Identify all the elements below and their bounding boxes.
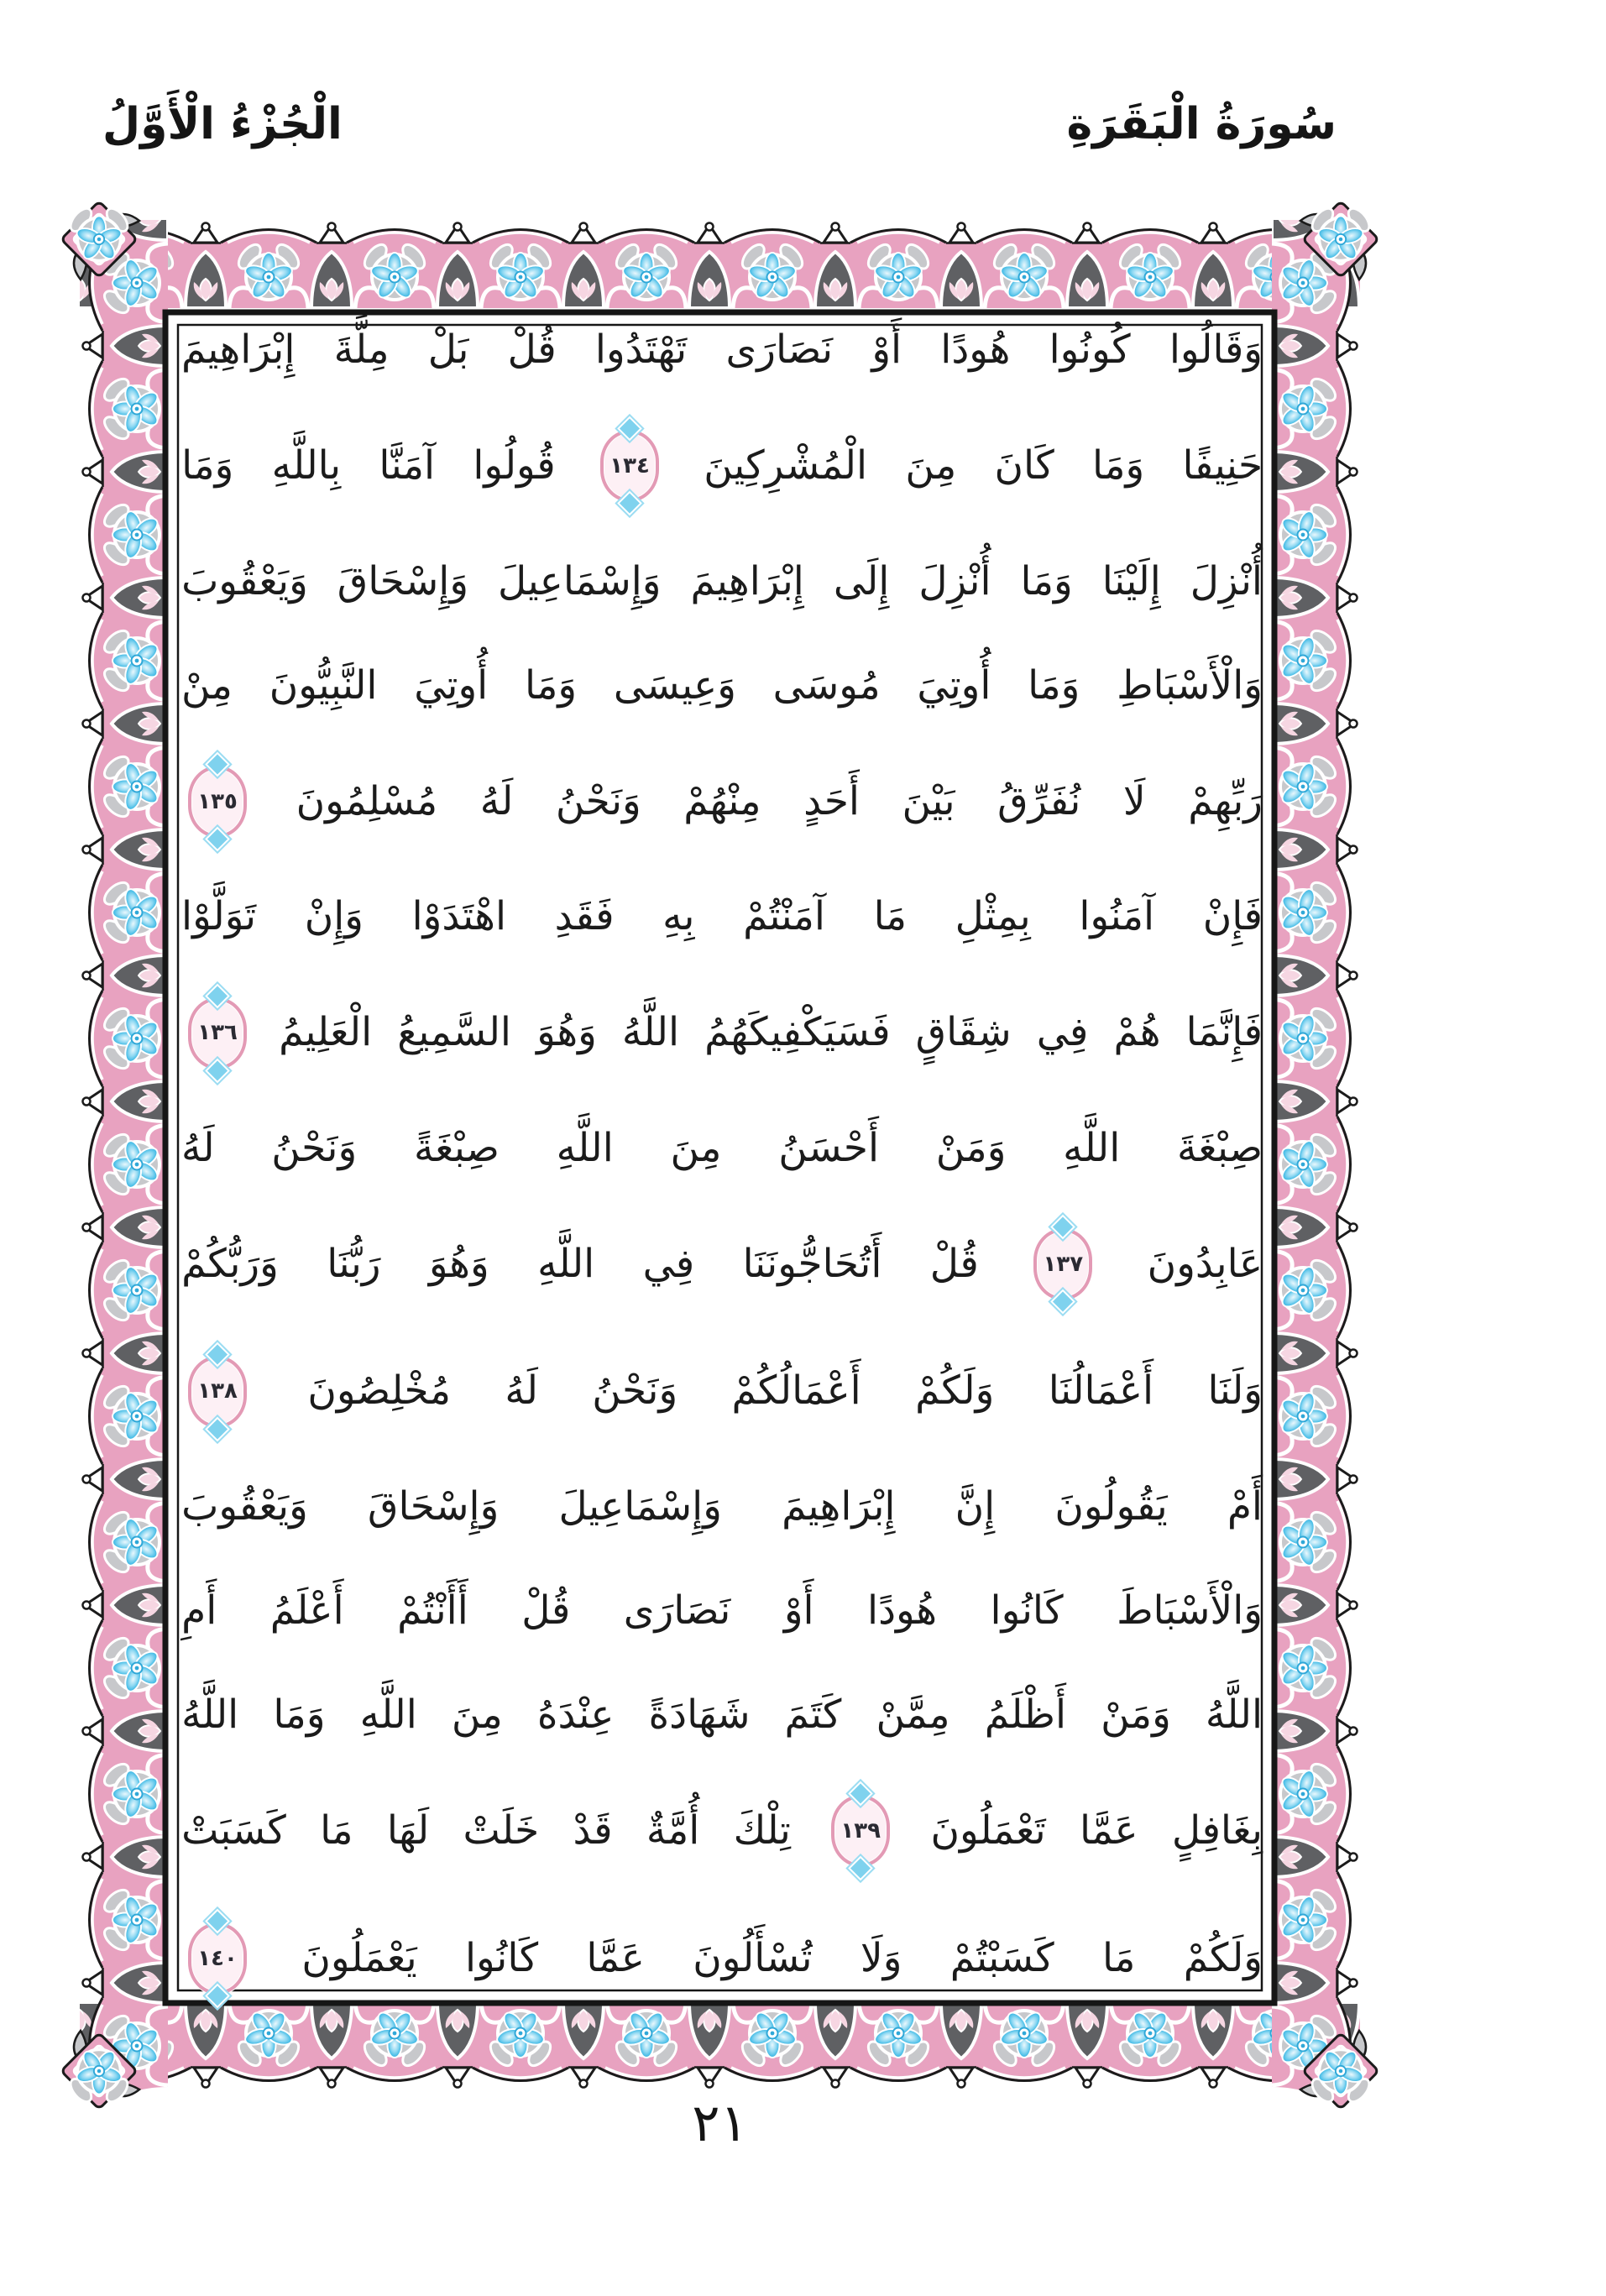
quran-word: حَنِيفًا: [1182, 442, 1263, 489]
quran-word: اللَّهِ: [556, 1124, 614, 1171]
quran-word: بَلْ: [427, 327, 469, 373]
quran-line: [181, 1228, 1263, 1300]
quran-word: وَمَنْ: [1101, 1692, 1171, 1739]
quran-word: وَالْأَسْبَاطَ: [1117, 1587, 1263, 1634]
verse-number-marker: [188, 997, 247, 1070]
quran-word: كَسَبَتْ: [181, 1807, 286, 1854]
quran-word: تَوَلَّوْا: [181, 893, 257, 940]
quran-line: [181, 1795, 1263, 1867]
quran-word: بِمِثْلِ: [955, 893, 1031, 940]
quran-line: [181, 1483, 1263, 1532]
quran-word: رَبِّهِمْ: [1188, 777, 1263, 824]
quran-word: الْعَلِيمُ: [279, 1009, 373, 1056]
quran-word: وَإِسْحَاقَ: [337, 557, 469, 604]
quran-line: [181, 1922, 1263, 1995]
quran-word: تَهْتَدُوا: [594, 327, 688, 373]
surah-title: سُورَةُ الْبَقَرَةِ: [1066, 99, 1337, 149]
verse-number: ١٣٤: [609, 452, 650, 479]
quran-word: وَإِسْمَاعِيلَ: [498, 557, 662, 604]
quran-word: اللَّهِ: [359, 1692, 417, 1739]
quran-line: [181, 1124, 1263, 1174]
quran-word: لَهُ: [505, 1368, 538, 1415]
quran-word: الْمُشْرِكِينَ: [704, 442, 868, 489]
verse-number: ١٣٩: [840, 1818, 881, 1844]
quran-word: عِنْدَهُ: [536, 1692, 615, 1739]
quran-word: فَسَيَكْفِيكَهُمُ: [704, 1009, 891, 1056]
quran-word: مِنَ: [905, 442, 957, 489]
quran-word: مِنْ: [181, 662, 233, 709]
quran-line: [181, 766, 1263, 838]
quran-word: آمَنَّا: [379, 442, 436, 489]
quran-word: اهْتَدَوْا: [411, 893, 507, 940]
quran-word: وَمَا: [524, 662, 578, 709]
quran-word: إِلَى: [833, 557, 890, 604]
quran-word: كَتَمَ: [784, 1692, 842, 1739]
quran-word: يَعْمَلُونَ: [301, 1934, 417, 1981]
quran-word: أُنْزِلَ: [918, 557, 991, 604]
quran-word: وَإِسْحَاقَ: [368, 1483, 500, 1530]
quran-word: مُوسَى: [772, 662, 881, 709]
quran-word: وَلَا: [860, 1934, 902, 1981]
quran-word: صِبْغَةَ: [1177, 1124, 1263, 1171]
quran-word: أَمْ: [1227, 1483, 1263, 1530]
quran-word: صِبْغَةً: [413, 1124, 500, 1171]
quran-word: قُلْ: [507, 327, 557, 373]
quran-word: بِهِ: [662, 893, 695, 940]
quran-word: هُمْ: [1113, 1009, 1161, 1056]
quran-word: وَمَا: [1028, 662, 1080, 709]
quran-word: اللَّهِ: [537, 1240, 595, 1287]
quran-word: وَإِسْمَاعِيلَ: [558, 1483, 722, 1530]
quran-word: وَلَكُمْ: [1183, 1934, 1263, 1981]
quran-word: نُفَرِّقُ: [997, 777, 1081, 824]
quran-word: شَهَادَةً: [648, 1692, 751, 1739]
quran-word: وَمَنْ: [935, 1124, 1007, 1171]
quran-word: وَمَا: [181, 442, 234, 489]
quran-word: وَهُوَ: [536, 1009, 597, 1056]
quran-word: اللَّهُ: [1205, 1692, 1263, 1739]
quran-word: لَهَا: [386, 1807, 430, 1854]
quran-line: [181, 997, 1263, 1070]
quran-word: عَمَّا: [586, 1934, 645, 1981]
quran-word: كَانَ: [994, 442, 1054, 489]
quran-word: هُودًا: [940, 327, 1011, 373]
quran-word: نَصَارَى: [725, 327, 834, 373]
quran-word: إِلَيْنَا: [1101, 557, 1161, 604]
quran-word: وَقَالُوا: [1169, 327, 1263, 373]
quran-word: قَدْ: [573, 1807, 613, 1854]
quran-word: لَهُ: [181, 1124, 215, 1171]
quran-word: مِلَّةَ: [333, 327, 390, 373]
quran-word: لَا: [1122, 777, 1146, 824]
quran-word: وَعِيسَى: [613, 662, 736, 709]
quran-word: قُلْ: [929, 1240, 979, 1287]
quran-word: تُسْأَلُونَ: [693, 1934, 813, 1981]
quran-line: [181, 662, 1263, 711]
quran-word: أَعْلَمُ: [269, 1587, 344, 1634]
quran-word: مَا: [1101, 1934, 1136, 1981]
quran-word: أَحْسَنُ: [778, 1124, 880, 1171]
quran-word: كُونُوا: [1049, 327, 1131, 373]
quran-word: اللَّهُ: [181, 1692, 239, 1739]
quran-word: كَانُوا: [464, 1934, 539, 1981]
quran-word: أُوتِيَ: [414, 662, 489, 709]
quran-word: مَا: [873, 893, 908, 940]
quran-word: أَظْلَمُ: [984, 1692, 1067, 1739]
quran-word: آمَنْتُمْ: [743, 893, 825, 940]
quran-word: فَإِنْ: [1202, 893, 1263, 940]
quran-word: يَقُولُونَ: [1054, 1483, 1168, 1530]
quran-word: وَلَكُمْ: [915, 1368, 995, 1415]
verse-number-marker: [188, 766, 247, 838]
quran-word: السَّمِيعُ: [397, 1009, 511, 1056]
quran-word: مِنْهُمْ: [683, 777, 761, 824]
quran-word: مِنَ: [451, 1692, 503, 1739]
verse-number: ١٤٠: [197, 1945, 238, 1971]
verse-number: ١٣٧: [1043, 1251, 1084, 1277]
quran-word: أَتُحَاجُّونَنَا: [742, 1240, 882, 1287]
quran-word: وَمَا: [273, 1692, 326, 1739]
quran-word: رَبُّنَا: [327, 1240, 381, 1287]
quran-word: مِنَ: [670, 1124, 722, 1171]
quran-word: النَّبِيُّونَ: [269, 662, 378, 709]
quran-word: اللَّهِ: [1063, 1124, 1121, 1171]
quran-word: وَيَعْقُوبَ: [181, 557, 308, 604]
quran-line: [181, 1587, 1263, 1636]
quran-word: إِنَّ: [955, 1483, 996, 1530]
quran-word: شِقَاقٍ: [915, 1009, 1012, 1056]
quran-word: وَمَا: [1092, 442, 1145, 489]
quran-line: [181, 892, 1263, 942]
quran-word: وَمَا: [1020, 557, 1073, 604]
quran-word: بَيْنَ: [902, 777, 955, 824]
quran-word: لَهُ: [479, 777, 514, 824]
quran-word: أُمَّةٌ: [646, 1807, 700, 1854]
quran-word: أَعْمَالُكُمْ: [731, 1368, 861, 1415]
quran-word: أَعْمَالُنَا: [1048, 1368, 1154, 1415]
quran-line: [181, 326, 1263, 375]
quran-word: بِغَافِلٍ: [1171, 1807, 1263, 1854]
quran-word: أَمِ: [181, 1587, 217, 1634]
quran-word: إِبْرَاهِيمَ: [782, 1483, 896, 1530]
quran-word: خَلَتْ: [463, 1807, 540, 1854]
quran-word: أَوْ: [871, 327, 902, 373]
quran-word: أُنْزِلَ: [1190, 557, 1263, 604]
quran-word: وَنَحْنُ: [271, 1124, 358, 1171]
quran-word: تَعْمَلُونَ: [930, 1807, 1046, 1854]
quran-word: فِي: [642, 1240, 695, 1287]
quran-word: وَإِنْ: [304, 893, 364, 940]
quran-lines: [181, 326, 1263, 1995]
quran-line: [181, 430, 1263, 502]
quran-word: وَالْأَسْبَاطِ: [1117, 662, 1263, 709]
quran-word: قُلْ: [521, 1587, 571, 1634]
verse-number: ١٣٦: [197, 1020, 238, 1046]
quran-word: مُسْلِمُونَ: [296, 777, 438, 824]
quran-word: وَهُوَ: [428, 1240, 489, 1287]
verse-number: ١٣٨: [197, 1378, 238, 1404]
quran-word: إِبْرَاهِيمَ: [181, 327, 296, 373]
quran-word: مِمَّنْ: [876, 1692, 950, 1739]
quran-word: عَمَّا: [1080, 1807, 1138, 1854]
verse-number-marker: [831, 1795, 890, 1867]
quran-word: إِبْرَاهِيمَ: [690, 557, 804, 604]
quran-word: وَيَعْقُوبَ: [181, 1483, 308, 1530]
quran-word: قُولُوا: [473, 442, 556, 489]
quran-word: اللَّهُ: [621, 1009, 680, 1056]
quran-word: عَابِدُونَ: [1147, 1240, 1263, 1287]
quran-word: مَا: [320, 1807, 353, 1854]
quran-word: أَوْ: [783, 1587, 814, 1634]
juz-title: الْجُزْءُ الْأَوَّلُ: [102, 99, 343, 149]
quran-word: آمَنُوا: [1079, 893, 1155, 940]
quran-word: أَأَنْتُمْ: [397, 1587, 468, 1634]
quran-word: كَسَبْتُمْ: [949, 1934, 1054, 1981]
quran-word: وَرَبُّكُمْ: [181, 1240, 279, 1287]
quran-line: [181, 1356, 1263, 1428]
verse-number-marker: [1033, 1228, 1092, 1300]
quran-word: هُودًا: [867, 1587, 938, 1634]
verse-number-marker: [600, 430, 659, 502]
quran-word: مُخْلِصُونَ: [307, 1368, 452, 1415]
quran-word: أُوتِيَ: [917, 662, 991, 709]
verse-number: ١٣٥: [197, 788, 238, 814]
quran-word: فِي: [1036, 1009, 1089, 1056]
quran-word: أَحَدٍ: [803, 777, 860, 824]
quran-word: بِاللَّهِ: [271, 442, 342, 489]
quran-word: وَنَحْنُ: [555, 777, 641, 824]
quran-word: فَقَدِ: [554, 893, 615, 940]
quran-line: [181, 557, 1263, 607]
page-number: ٢١: [692, 2092, 748, 2153]
quran-word: وَلَنَا: [1207, 1368, 1263, 1415]
quran-line: [181, 1691, 1263, 1740]
quran-word: فَإِنَّمَا: [1185, 1009, 1263, 1056]
quran-word: كَانُوا: [990, 1587, 1064, 1634]
quran-word: وَنَحْنُ: [592, 1368, 678, 1415]
verse-number-marker: [188, 1922, 247, 1995]
quran-word: نَصَارَى: [623, 1587, 731, 1634]
quran-word: تِلْكَ: [733, 1807, 791, 1854]
verse-number-marker: [188, 1356, 247, 1428]
